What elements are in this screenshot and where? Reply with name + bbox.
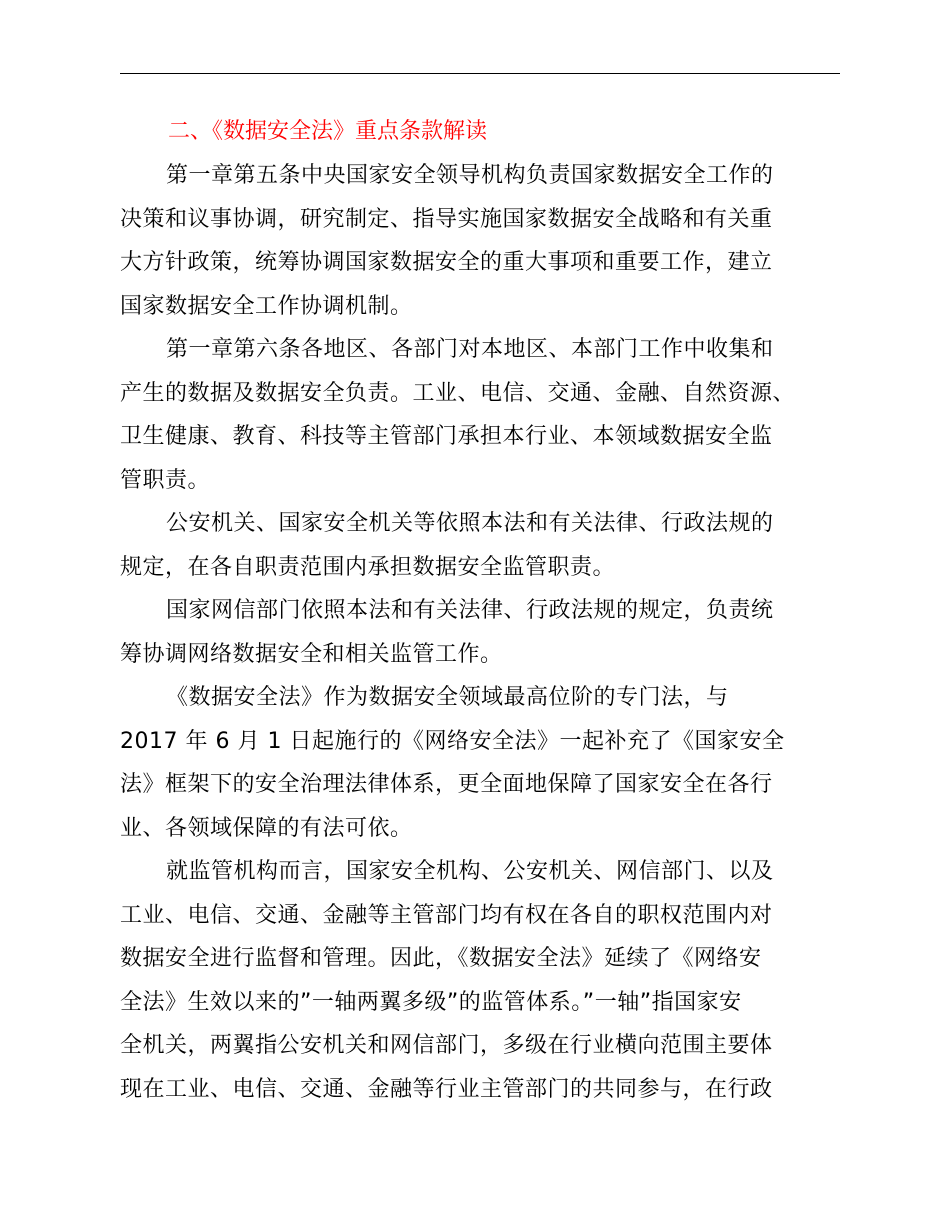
text-line: 国家数据安全工作协调机制。 bbox=[120, 293, 413, 319]
section-heading: 二、《数据安全法》重点条款解读 bbox=[168, 119, 488, 144]
header-rule bbox=[120, 73, 840, 74]
paragraph-law-position bbox=[120, 676, 840, 850]
text-line: 管职责。 bbox=[120, 467, 211, 493]
text-line: 规定，在各自职责范围内承担数据安全监管职责。 bbox=[120, 554, 616, 580]
paragraph-article-5 bbox=[120, 154, 840, 328]
text-line: 数据安全进行监督和管理。因此，《数据安全法》延续了《网络安 bbox=[120, 946, 762, 971]
text-line: 工业、电信、交通、金融等主管部门均有权在各自的职权范围内对 bbox=[120, 902, 773, 928]
text-line: 2017 年 6 月 1 日起施行的《网络安全法》一起补充了《国家安全 bbox=[120, 728, 785, 754]
text-line: 筹协调网络数据安全和相关监管工作。 bbox=[120, 641, 503, 667]
text-line: 业、各领域保障的有法可依。 bbox=[120, 815, 413, 841]
text-line: 全法》生效以来的”一轴两翼多级”的监管体系。”一轴”指国家安 bbox=[120, 989, 742, 1015]
paragraph-regulators bbox=[120, 850, 840, 1111]
text-line: 法》框架下的安全治理法律体系，更全面地保障了国家安全在各行 bbox=[120, 772, 773, 797]
text-line: 就监管机构而言，国家安全机构、公安机关、网信部门、以及 bbox=[166, 859, 774, 884]
text-line: 产生的数据及数据安全负责。工业、电信、交通、金融、自然资源、 bbox=[120, 380, 796, 406]
paragraph-public-security bbox=[120, 502, 840, 589]
text-line: 第一章第五条中央国家安全领导机构负责国家数据安全工作的 bbox=[166, 163, 774, 188]
text-line: 现在工业、电信、交通、金融等行业主管部门的共同参与，在行政 bbox=[120, 1076, 773, 1102]
document-body bbox=[120, 110, 840, 1111]
paragraph-cyberspace-admin bbox=[120, 589, 840, 676]
text-line: 第一章第六条各地区、各部门对本地区、本部门工作中收集和 bbox=[166, 337, 774, 362]
text-line: 大方针政策，统筹协调国家数据安全的重大事项和重要工作，建立 bbox=[120, 250, 773, 275]
text-line: 《数据安全法》作为数据安全领域最高位阶的专门法，与 bbox=[166, 685, 729, 710]
text-line: 卫生健康、教育、科技等主管部门承担本行业、本领域数据安全监 bbox=[120, 424, 773, 449]
text-line: 全机关，两翼指公安机关和网信部门，多级在行业横向范围主要体 bbox=[120, 1033, 773, 1058]
text-line: 国家网信部门依照本法和有关法律、行政法规的规定，负责统 bbox=[166, 598, 774, 623]
text-line: 决策和议事协调，研究制定、指导实施国家数据安全战略和有关重 bbox=[120, 206, 773, 232]
text-line: 公安机关、国家安全机关等依照本法和有关法律、行政法规的 bbox=[166, 511, 774, 536]
paragraph-article-6 bbox=[120, 328, 840, 502]
